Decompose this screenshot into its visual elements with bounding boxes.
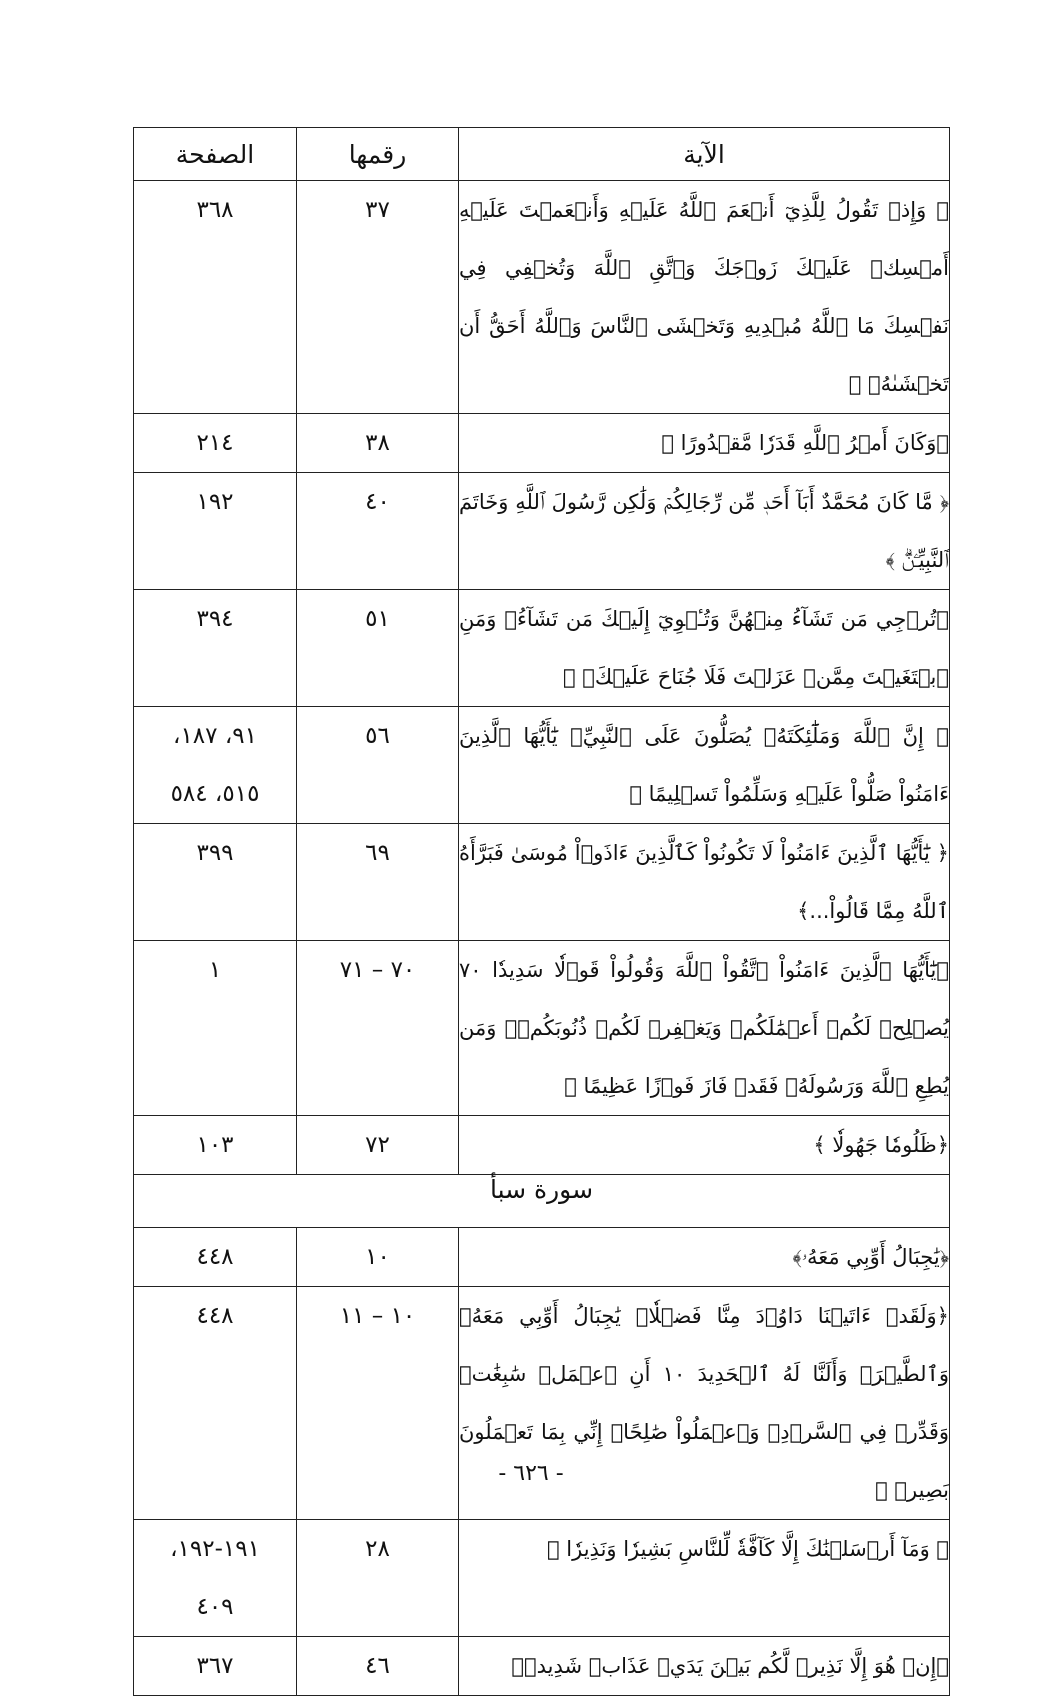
ayah-number: ٧٢ (297, 1116, 459, 1175)
table-row (134, 473, 950, 590)
page-ref: ١ (134, 941, 297, 1116)
ayah-text: ﴿ظَلُومٗا جَهُولٗا ﴾ (459, 1116, 950, 1175)
ayah-text: ﴿وَكَانَ أَمۡرُ ٱللَّهِ قَدَرٗا مَّقۡدُورًا ﴾ (459, 414, 950, 473)
table-row (134, 1520, 950, 1637)
ayah-text: ﴿ إِنَّ ٱللَّهَ وَمَلَٰٓئِكَتَهُۥ يُصَلُّونَ عَلَى ٱلنَّبِيِّۚ يَٰٓأَيُّهَا ٱلَّذِينَ ءَامَنُواْ صَلُّواْ عَلَيۡهِ وَسَلِّمُواْ تَسۡلِيمًا ﴾ (459, 707, 950, 824)
page-ref: ٤٤٨ (134, 1228, 297, 1287)
page-ref: ٢١٤ (134, 414, 297, 473)
ayah-number: ٧٠ – ٧١ (297, 941, 459, 1116)
table-row (134, 1637, 950, 1696)
table-row (134, 707, 950, 824)
ayah-text: ﴿وَلَقَدۡ ءَاتَيۡنَا دَاوُۥدَ مِنَّا فَضۡلٗاۖ يَٰجِبَالُ أَوِّبِي مَعَهُۥ وَٱلطَّيۡرَۖ وَأَلَنَّا لَهُ ٱلۡحَدِيدَ ١٠ أَنِ ٱعۡمَلۡ سَٰبِغَٰتٖ وَقَدِّرۡ فِي ٱلسَّرۡدِۖ وَٱعۡمَلُواْ صَٰلِحًاۖ إِنِّي بِمَا تَعۡمَلُونَ بَصِيرٞ ﴾ (459, 1287, 950, 1520)
header-ayah: الآية (459, 128, 950, 181)
ayah-number: ٤٠ (297, 473, 459, 590)
page-ref: ٣٦٧ (134, 1637, 297, 1696)
ayah-number: ٦٩ (297, 824, 459, 941)
ayah-text: ﴿ يَٰٓأَيُّهَا ٱلَّذِينَ ءَامَنُواْ لَا تَكُونُواْ كَٱلَّذِينَ ءَاذَوۡاْ مُوسَىٰ فَبَرَّأَهُ ٱللَّهُ مِمَّا قَالُواْ...﴾ (459, 824, 950, 941)
ayah-text: ﴿ وَإِذۡ تَقُولُ لِلَّذِيٓ أَنۡعَمَ ٱللَّهُ عَلَيۡهِ وَأَنۡعَمۡتَ عَلَيۡهِ أَمۡسِكۡ عَلَيۡكَ زَوۡجَكَ وَٱتَّقِ ٱللَّهَ وَتُخۡفِي فِي نَفۡسِكَ مَا ٱللَّهُ مُبۡدِيهِ وَتَخۡشَى ٱلنَّاسَ وَٱللَّهُ أَحَقُّ أَن تَخۡشَىٰهُۖ ﴾ (459, 181, 950, 414)
surah-title: سورة سبأ (134, 1175, 950, 1228)
table-row (134, 590, 950, 707)
ayah-text: ﴿إِنۡ هُوَ إِلَّا نَذِيرٞ لَّكُم بَيۡنَ يَدَيۡ عَذَابٖ شَدِيدٖ﴾ (459, 1637, 950, 1696)
table-row (134, 824, 950, 941)
page-ref: ٩١، ١٨٧، ٥١٥، ٥٨٤ (134, 707, 297, 824)
page-ref: ١٩١-١٩٢، ٤٠٩ (134, 1520, 297, 1637)
ayah-number: ٥٦ (297, 707, 459, 824)
page-ref: ٣٩٩ (134, 824, 297, 941)
ayah-number: ٣٧ (297, 181, 459, 414)
ayah-number: ٥١ (297, 590, 459, 707)
ayah-number: ١٠ – ١١ (297, 1287, 459, 1520)
header-number: رقمها (297, 128, 459, 181)
ayah-number: ٢٨ (297, 1520, 459, 1637)
table-header-row (134, 128, 950, 181)
page-ref: ١٠٣ (134, 1116, 297, 1175)
ayah-number: ١٠ (297, 1228, 459, 1287)
table-row (134, 414, 950, 473)
page-ref: ١٩٢ (134, 473, 297, 590)
table-row (134, 1228, 950, 1287)
table-row (134, 181, 950, 414)
surah-heading-row (134, 1175, 950, 1228)
ayah-text: ﴿ مَّا كَانَ مُحَمَّدٌ أَبَآ أَحَدٖ مِّن رِّجَالِكُمۡ وَلَٰكِن رَّسُولَ ٱللَّهِ وَخَاتَمَ ٱلنَّبِيِّـۧنَۗ ﴾ (459, 473, 950, 590)
ayah-number: ٤٦ (297, 1637, 459, 1696)
ayah-text: ﴿يَٰجِبَالُ أَوِّبِي مَعَهُۥ﴾ (459, 1228, 950, 1287)
page-ref: ٤٤٨ (134, 1287, 297, 1520)
ayah-text: ﴿يَٰٓأَيُّهَا ٱلَّذِينَ ءَامَنُواْ ٱتَّقُواْ ٱللَّهَ وَقُولُواْ قَوۡلٗا سَدِيدٗا ٧٠ يُصۡلِحۡ لَكُمۡ أَعۡمَٰلَكُمۡ وَيَغۡفِرۡ لَكُمۡ ذُنُوبَكُمۡۗ وَمَن يُطِعِ ٱللَّهَ وَرَسُولَهُۥ فَقَدۡ فَازَ فَوۡزًا عَظِيمًا ﴾ (459, 941, 950, 1116)
page-ref: ٣٩٤ (134, 590, 297, 707)
table-row (134, 1116, 950, 1175)
page-number: - ٦٢٦ - (498, 1461, 564, 1486)
table-row (134, 941, 950, 1116)
ayah-number: ٣٨ (297, 414, 459, 473)
page-ref: ٣٦٨ (134, 181, 297, 414)
ayah-text: ﴿تُرۡجِي مَن تَشَآءُ مِنۡهُنَّ وَتُـٔۡوِيٓ إِلَيۡكَ مَن تَشَآءُۖ وَمَنِ ٱبۡتَغَيۡتَ مِمَّنۡ عَزَلۡتَ فَلَا جُنَاحَ عَلَيۡكَۚ ﴾ (459, 590, 950, 707)
header-page: الصفحة (134, 128, 297, 181)
ayah-text: ﴿ وَمَآ أَرۡسَلۡنَٰكَ إِلَّا كَآفَّةٗ لِّلنَّاسِ بَشِيرٗا وَنَذِيرٗا ﴾ (459, 1520, 950, 1637)
